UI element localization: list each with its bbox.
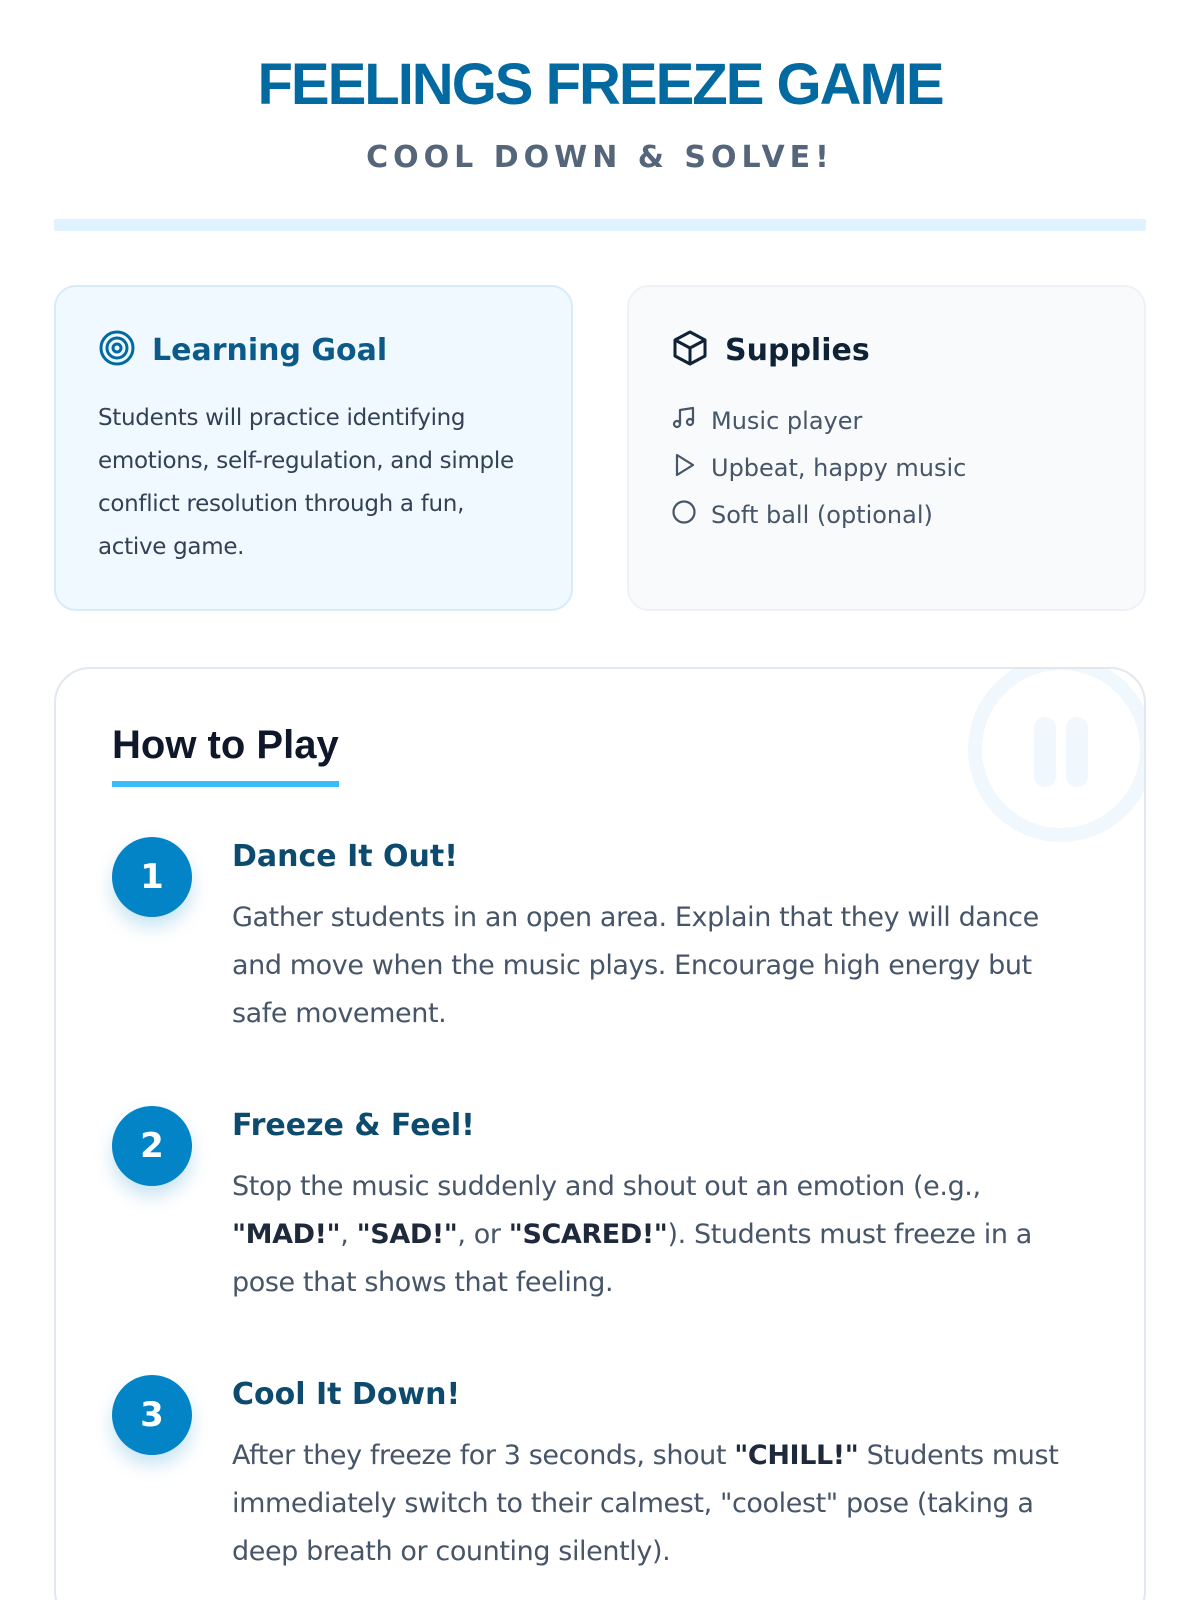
step-text-part: ). Students must freeze in a pose that shows that feeling.	[232, 1219, 1032, 1298]
step-title: Dance It Out!	[232, 839, 458, 874]
step-item	[112, 1375, 1088, 1576]
pause-icon	[966, 669, 1146, 863]
step-number: 1	[112, 837, 192, 917]
supply-label: Soft ball (optional)	[711, 500, 933, 529]
supplies-list	[671, 397, 1102, 538]
supplies-card	[627, 285, 1146, 611]
list-item	[671, 397, 1102, 444]
step-number: 2	[112, 1106, 192, 1186]
list-item	[671, 491, 1102, 538]
step-body	[232, 1375, 1082, 1576]
emotion-sad: "SAD!"	[356, 1219, 458, 1250]
header-divider	[54, 219, 1146, 231]
step-text	[232, 1163, 1082, 1307]
step-text	[232, 1432, 1082, 1576]
page-subtitle: COOL DOWN & SOLVE!	[366, 140, 834, 175]
emotion-scared: "SCARED!"	[508, 1219, 668, 1250]
learning-goal-text: Students will practice identifying emotions, self-regulation, and simple conflict resolution through a fun, active game.	[98, 405, 514, 560]
music-note-icon	[671, 405, 697, 437]
learning-goal-header	[98, 329, 529, 371]
learning-goal-title: Learning Goal	[152, 332, 388, 368]
step-text-part: , or	[457, 1219, 509, 1250]
step-item	[112, 837, 1088, 1038]
command-chill: "CHILL!"	[734, 1440, 859, 1471]
play-icon	[671, 452, 697, 484]
learning-goal-card	[54, 285, 573, 611]
box-icon	[671, 329, 709, 371]
step-body	[232, 837, 1082, 1038]
page-header	[54, 0, 1146, 175]
page-title: FEELINGS FREEZE GAME	[257, 52, 943, 117]
step-number: 3	[112, 1375, 192, 1455]
step-text-part: ,	[340, 1219, 357, 1250]
supply-label: Music player	[711, 406, 863, 435]
info-cards	[54, 285, 1146, 611]
step-text-part: Students must immediately switch to their calmest, "coolest" pose (taking a deep breath or counting silently).	[232, 1440, 1059, 1567]
circle-icon	[671, 499, 697, 531]
step-text: Gather students in an open area. Explain that they will dance and move when the music plays. Encourage high energy but safe movement.	[232, 902, 1039, 1029]
step-item	[112, 1106, 1088, 1307]
step-text-part: Stop the music suddenly and shout out an emotion (e.g.,	[232, 1171, 981, 1202]
how-to-play-section	[54, 667, 1146, 1600]
supply-label: Upbeat, happy music	[711, 453, 967, 482]
step-title: Cool It Down!	[232, 1377, 461, 1412]
how-to-play-title: How to Play	[112, 725, 339, 787]
supplies-title: Supplies	[725, 332, 870, 368]
step-text-part: After they freeze for 3 seconds, shout	[232, 1440, 735, 1471]
steps-list	[112, 837, 1088, 1576]
target-icon	[98, 329, 136, 371]
emotion-mad: "MAD!"	[232, 1219, 341, 1250]
step-body	[232, 1106, 1082, 1307]
list-item	[671, 444, 1102, 491]
supplies-header	[671, 329, 1102, 371]
step-title: Freeze & Feel!	[232, 1108, 475, 1143]
